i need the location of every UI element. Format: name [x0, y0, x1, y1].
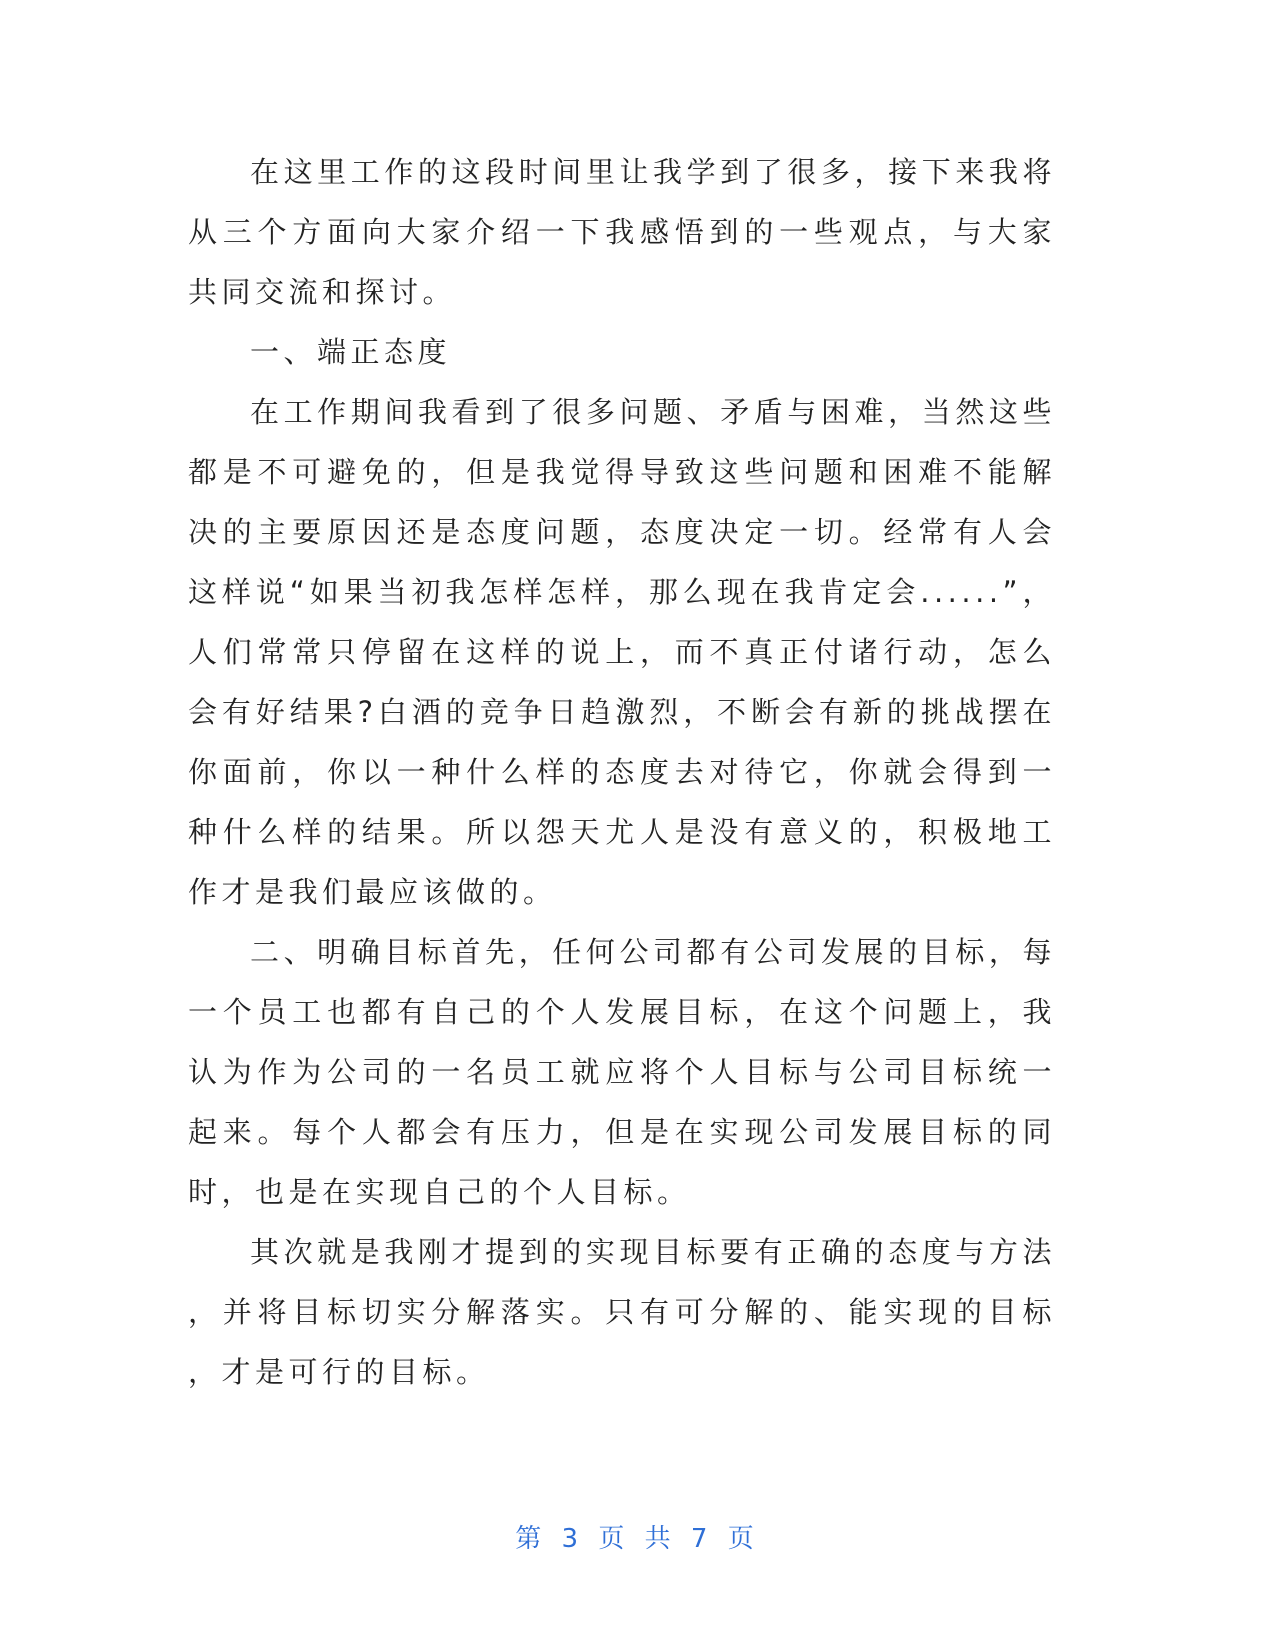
page-footer	[0, 1518, 1275, 1555]
footer-suffix: 页	[727, 1524, 760, 1554]
footer-total-pages: 7	[690, 1524, 714, 1554]
footer-current-page: 3	[561, 1524, 585, 1554]
paragraph-method: 其次就是我刚才提到的实现目标要有正确的态度与方法，并将目标切实分解落实。只有可分解的、能实现的目标，才是可行的目标。	[188, 1235, 1056, 1389]
paragraph-intro: 在这里工作的这段时间里让我学到了很多，接下来我将从三个方面向大家介绍一下我感悟到的一些观点，与大家共同交流和探讨。	[188, 155, 1056, 309]
document-body	[188, 142, 1056, 1402]
paragraph-goals: 二、明确目标首先，任何公司都有公司发展的目标，每一个员工也都有自己的个人发展目标，在这个问题上，我认为作为公司的一名员工就应将个人目标与公司目标统一起来。每个人都会有压力，但是在实现公司发展目标的同时，也是在实现自己的个人目标。	[188, 935, 1056, 1209]
footer-prefix: 第	[515, 1524, 548, 1554]
footer-middle: 页 共	[598, 1524, 677, 1554]
paragraph-attitude: 在工作期间我看到了很多问题、矛盾与困难，当然这些都是不可避免的，但是我觉得导致这些问题和困难不能解决的主要原因还是态度问题，态度决定一切。经常有人会这样说“如果当初我怎样怎样，那么现在我肯定会......”，人们常常只停留在这样的说上，而不真正付诸行动，怎么会有好结果?白酒的竞争日趋激烈，不断会有新的挑战摆在你面前，你以一种什么样的态度去对待它，你就会得到一种什么样的结果。所以怨天尤人是没有意义的，积极地工作才是我们最应该做的。	[188, 395, 1056, 909]
section-heading-attitude: 一、端正态度	[250, 335, 452, 369]
